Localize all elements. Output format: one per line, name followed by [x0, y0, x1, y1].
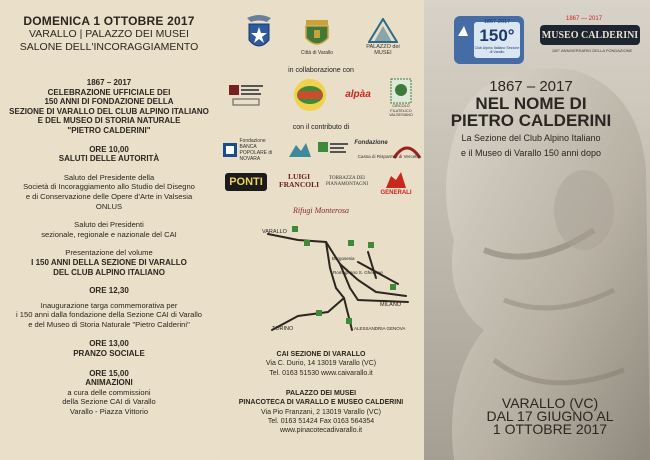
opening-block [0, 78, 218, 136]
map-label-milano: MILANO [380, 302, 402, 308]
session-time: ORE 15,00 [89, 368, 129, 378]
session-text: ONLUS [95, 201, 123, 211]
session-3 [0, 339, 218, 358]
cai-phone-web: Tel. 0163 51530 www.caivarallo.it [269, 369, 373, 377]
cover-title-line-2: PIETRO CALDERINI [450, 111, 612, 130]
map-label-borgosesia: Borgosesia [332, 256, 355, 261]
ecomuseo-logo [316, 138, 350, 160]
cai-logo [244, 12, 274, 56]
valsesia-logo [290, 76, 330, 114]
museo-years: 1867 — 2017 [566, 16, 603, 22]
badge-years: 1867-2017 [483, 19, 511, 25]
cover-dates [470, 397, 630, 436]
museo-subtitle: 150° ANNIVERSARIO DELLA FONDAZIONE [551, 48, 633, 53]
book-title: I 150 ANNI DELLA SEZIONE DI VARALLO [31, 257, 187, 267]
event-location-1: VARALLO | PALAZZO DEI MUSEI [29, 28, 189, 40]
contrib-label: con il contributo di [292, 124, 350, 131]
map-label-torino: TORINO [272, 326, 294, 332]
session-text: e del Museo di Storia Naturale "Pietro Calderini" [28, 319, 190, 329]
session-time: ORE 10,00 [89, 144, 129, 154]
generali-logo [376, 166, 416, 200]
fondazione-logo: Fondazione [354, 140, 388, 146]
map-label-alessandria: ALESSANDRIA GENOVA [354, 326, 406, 331]
palazzo-musei-label: PALAZZO dei MUSEI [366, 44, 400, 56]
palazzo-contacts [218, 389, 424, 435]
session-text: Presentazione del volume [65, 248, 153, 258]
ponti-label: PONTI [225, 173, 267, 191]
regione-piemonte-logo [286, 138, 314, 160]
citta-varallo-logo [300, 12, 334, 62]
pinacoteca-title: PINACOTECA DI VARALLO E MUSEO CALDERINI [238, 399, 404, 407]
opening-line: CELEBRAZIONE UFFICIALE DEI [47, 87, 171, 97]
cover-place: VARALLO (VC) [501, 395, 599, 411]
cover-subtitle-2: e il Museo di Varallo 150 anni dopo [461, 148, 601, 158]
opening-line: SEZIONE DI VARALLO DEL CLUB ALPINO ITALIANO [9, 106, 209, 116]
calderini-bust-image [424, 0, 650, 460]
session-text: i 150 anni dalla fondazione della Sezione CAI di Varallo [15, 310, 203, 320]
circolo-filatelico-logo [386, 76, 416, 120]
torrazza-logo: TORRAZZA DEI PIANAMONTAGNI [325, 176, 369, 187]
opening-line: "PIETRO CALDERINI" [67, 125, 151, 135]
book-title: DEL CLUB ALPINO ITALIANO [53, 267, 165, 277]
event-date: DOMENICA 1 OTTOBRE 2017 [23, 14, 195, 28]
road-map [258, 222, 418, 337]
event-location-2: SALONE DELL'INCORAGGIAMENTO [19, 41, 199, 53]
citta-varallo-label: Città di Varallo [300, 50, 334, 56]
cover-title-line-1: NEL NOME DI [475, 94, 587, 113]
ponti-logo [226, 170, 266, 194]
badge-subtitle: Club Alpino Italiano Sezione di Varallo [474, 46, 520, 55]
museo-name: MUSEO CALDERINI [540, 25, 640, 45]
session-1 [0, 145, 218, 278]
program-panel [0, 0, 218, 460]
session-title: ANIMAZIONI [85, 378, 133, 388]
session-text: Varallo - Piazza Vittorio [69, 407, 149, 417]
cover-subtitle-1: La Sezione del Club Alpino Italiano [461, 133, 601, 143]
session-text: Saluto dei Presidenti [74, 220, 144, 230]
banca-popolare-label: Fondazione BANCA POPOLARE di NOVARA [239, 138, 273, 162]
map-label-romagnano: Romagnano S. Ghemme [333, 270, 383, 275]
banca-popolare-novara-logo [222, 137, 282, 163]
cai-contacts [218, 350, 424, 378]
session-text: Inaugurazione targa commemorativa per [40, 300, 178, 310]
generali-label: GENERALI [380, 190, 412, 196]
cai-150-badge [454, 16, 524, 64]
palazzo-web: www.pinacotecadivarallo.it [279, 427, 363, 435]
cover-date-to: 1 OTTOBRE 2017 [492, 421, 608, 437]
palazzo-title: PALAZZO DEI MUSEI [285, 390, 357, 397]
cai-contacts-title: CAI SEZIONE DI VARALLO [276, 351, 366, 358]
palazzo-address: Via Pio Franzani, 2 13019 Varallo (VC) [261, 408, 381, 416]
collab-label: in collaborazione con [288, 67, 354, 74]
session-text: sezionale, regionale e nazionale del CAI [41, 229, 177, 239]
map-label-varallo: VARALLO [262, 229, 287, 235]
societa-incoraggiamento-logo [226, 80, 266, 110]
session-time: ORE 13,00 [89, 339, 129, 349]
cassa-risparmio-label: Cassa di Risparmio di Vercelli [357, 153, 419, 159]
cai-address: Via C. Durio, 14 13019 Varallo (VC) [265, 360, 377, 368]
cover-date-from: DAL 17 GIUGNO AL [486, 408, 614, 424]
opening-line: 150 ANNI DI FONDAZIONE DELLA [44, 97, 174, 107]
session-title: SALUTI DELLE AUTORITÀ [58, 154, 160, 164]
session-text: e di Conservazione delle Opere d'Arte in Valsesia [25, 191, 193, 201]
partners-panel [218, 0, 424, 460]
session-text: Saluto del Presidente della [63, 172, 155, 182]
alpaa-logo: alpàa [345, 88, 371, 100]
badge-150: 150° [479, 26, 515, 45]
circolo-filatelico-label: CIRCOLO FILATELICO VALSESIANO [389, 104, 413, 118]
session-text: Società di Incoraggiamento allo Studio del Disegno [23, 182, 195, 192]
session-2 [0, 286, 218, 329]
session-text: della Sezione CAI di Varallo [62, 397, 156, 407]
cover-title-block [428, 78, 634, 159]
cover-panel [424, 0, 650, 460]
palazzo-musei-logo [360, 12, 406, 62]
session-time: ORE 12,30 [89, 286, 129, 296]
session-4 [0, 369, 218, 417]
session-title: PRANZO SOCIALE [73, 349, 145, 359]
rifugi-monterosa-logo: Rifugi Monterosa [293, 206, 349, 215]
museo-calderini-badge [536, 16, 644, 62]
opening-line: E DEL MUSEO DI STORIA NATURALE [37, 116, 181, 126]
palazzo-phone: Tel. 0163 51424 Fax 0163 564354 [267, 417, 375, 425]
session-text: a cura delle commissioni [67, 387, 151, 397]
opening-years: 1867 – 2017 [86, 78, 132, 87]
luigi-francoli-logo: LUIGI FRANCOLI [278, 172, 319, 189]
cover-years: 1867 – 2017 [489, 78, 573, 95]
